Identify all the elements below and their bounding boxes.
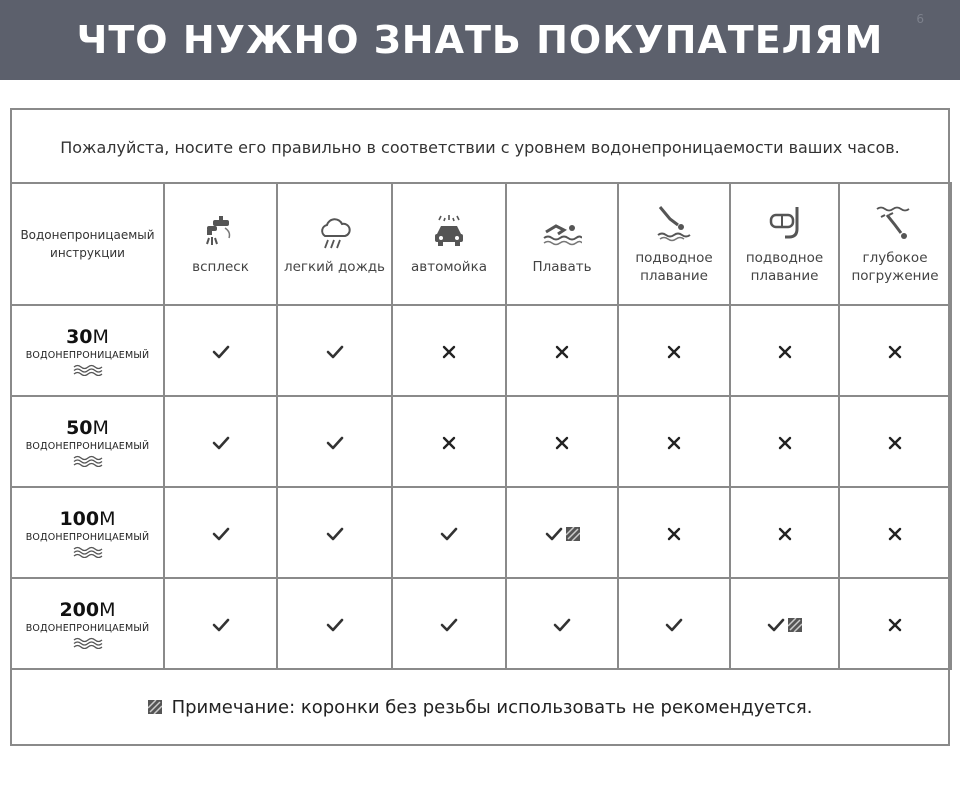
- allowed-mark: [212, 341, 230, 360]
- not-allowed-mark: [888, 523, 902, 542]
- header-label-line2: инструкции: [50, 246, 125, 260]
- cross-icon: [667, 436, 681, 450]
- check-icon: [553, 618, 571, 632]
- activity-label: подводное: [635, 250, 713, 266]
- depth-unit: M: [99, 598, 116, 621]
- check-icon: [545, 527, 563, 541]
- not-allowed-mark: [888, 432, 902, 451]
- mark-cell: [618, 578, 730, 669]
- cross-icon: [555, 345, 569, 359]
- mark-cell: [618, 396, 730, 487]
- not-allowed-mark: [778, 341, 792, 360]
- mark-cell: [618, 487, 730, 578]
- cross-icon: [555, 436, 569, 450]
- not-allowed-mark: [667, 523, 681, 542]
- mark-cell: [839, 578, 951, 669]
- check-icon: [212, 436, 230, 450]
- mark-cell: [392, 487, 506, 578]
- allowed-with-crown-mark: [767, 614, 802, 633]
- activity-cell: [164, 183, 277, 305]
- activity-label-line2: плавание: [750, 268, 819, 284]
- title-banner: [0, 0, 960, 80]
- depth-value: 50: [66, 416, 93, 439]
- car-wash-icon: [429, 212, 469, 252]
- mark-cell: [839, 305, 951, 396]
- not-allowed-mark: [555, 432, 569, 451]
- page-title: ЧТО НУЖНО ЗНАТЬ ПОКУПАТЕЛЯМ: [76, 18, 884, 62]
- not-allowed-mark: [667, 341, 681, 360]
- cross-icon: [667, 345, 681, 359]
- mark-cell: [839, 487, 951, 578]
- activity-label: автомойка: [411, 259, 487, 275]
- activity-cell: [730, 183, 839, 305]
- cross-icon: [442, 436, 456, 450]
- allowed-mark: [326, 523, 344, 542]
- waves-icon: [73, 455, 103, 467]
- not-allowed-mark: [778, 523, 792, 542]
- cross-icon: [888, 345, 902, 359]
- allowed-mark: [665, 614, 683, 633]
- allowed-with-crown-mark: [545, 523, 580, 542]
- not-allowed-mark: [555, 341, 569, 360]
- activity-label: Плавать: [532, 259, 592, 275]
- depth-unit: M: [92, 325, 109, 348]
- activity-label-line2: плавание: [640, 268, 708, 284]
- snorkel-mask-icon: [765, 203, 805, 243]
- activity-label: подводное: [745, 250, 824, 266]
- table-row: [11, 487, 951, 578]
- depth-value: 100: [59, 507, 100, 530]
- cross-icon: [442, 345, 456, 359]
- depth-unit: M: [92, 416, 109, 439]
- not-allowed-mark: [888, 614, 902, 633]
- table-row: [11, 578, 951, 669]
- depth-value: 200: [59, 598, 100, 621]
- check-icon: [440, 618, 458, 632]
- table-row: [11, 396, 951, 487]
- intro-text: Пожалуйста, носите его правильно в соответствии с уровнем водонепроницаемости ваших часов.: [60, 137, 900, 157]
- check-icon: [440, 527, 458, 541]
- depth-cell: [11, 396, 164, 487]
- not-allowed-mark: [442, 432, 456, 451]
- swimmer-icon: [542, 212, 582, 252]
- check-icon: [326, 436, 344, 450]
- mark-cell: [730, 578, 839, 669]
- not-allowed-mark: [778, 432, 792, 451]
- allowed-mark: [440, 523, 458, 542]
- mark-cell: [506, 578, 618, 669]
- screw-crown-icon: [566, 527, 580, 541]
- cross-icon: [888, 436, 902, 450]
- mark-cell: [164, 487, 277, 578]
- activity-cell: [392, 183, 506, 305]
- activity-label: легкий дождь: [283, 259, 386, 275]
- mark-cell: [277, 305, 392, 396]
- waterproof-table-frame: [10, 108, 950, 746]
- waterproof-label: ВОДОНЕПРОНИЦАЕМЫЙ: [25, 349, 150, 361]
- deep-diver-icon: [875, 203, 915, 243]
- activity-cell: [839, 183, 951, 305]
- mark-cell: [164, 578, 277, 669]
- check-icon: [212, 527, 230, 541]
- note-row: [12, 670, 948, 744]
- depth-cell: [11, 578, 164, 669]
- header-label-line1: Водонепроницаемый: [20, 228, 155, 242]
- check-icon: [326, 527, 344, 541]
- table-row: [11, 305, 951, 396]
- header-row: [11, 183, 951, 305]
- mark-cell: [392, 396, 506, 487]
- activity-label: всплеск: [192, 259, 249, 275]
- allowed-mark: [440, 614, 458, 633]
- mark-cell: [730, 487, 839, 578]
- note-text: Примечание: коронки без резьбы использовать не рекомендуется.: [171, 696, 813, 718]
- waterproof-label: ВОДОНЕПРОНИЦАЕМЫЙ: [25, 440, 150, 452]
- allowed-mark: [212, 523, 230, 542]
- cross-icon: [888, 618, 902, 632]
- cross-icon: [667, 527, 681, 541]
- mark-cell: [618, 305, 730, 396]
- mark-cell: [839, 396, 951, 487]
- check-icon: [212, 618, 230, 632]
- not-allowed-mark: [442, 341, 456, 360]
- allowed-mark: [326, 432, 344, 451]
- cross-icon: [778, 436, 792, 450]
- check-icon: [326, 345, 344, 359]
- corner-mark: 6: [916, 12, 924, 26]
- faucet-splash-icon: [201, 212, 241, 252]
- mark-cell: [392, 578, 506, 669]
- allowed-mark: [553, 614, 571, 633]
- not-allowed-mark: [667, 432, 681, 451]
- allowed-mark: [326, 614, 344, 633]
- depth-cell: [11, 487, 164, 578]
- cross-icon: [778, 527, 792, 541]
- cross-icon: [888, 527, 902, 541]
- mark-cell: [164, 305, 277, 396]
- waterproof-table: [10, 182, 952, 670]
- check-icon: [767, 618, 785, 632]
- mark-cell: [277, 578, 392, 669]
- check-icon: [212, 345, 230, 359]
- mark-cell: [506, 396, 618, 487]
- mark-cell: [164, 396, 277, 487]
- cross-icon: [778, 345, 792, 359]
- check-icon: [326, 618, 344, 632]
- waves-icon: [73, 546, 103, 558]
- activity-label-line2: погружение: [851, 268, 939, 284]
- waterproof-label: ВОДОНЕПРОНИЦАЕМЫЙ: [25, 622, 150, 634]
- waterproof-label: ВОДОНЕПРОНИЦАЕМЫЙ: [25, 531, 150, 543]
- allowed-mark: [326, 341, 344, 360]
- screw-crown-icon: [788, 618, 802, 632]
- check-icon: [665, 618, 683, 632]
- mark-cell: [506, 305, 618, 396]
- mark-cell: [277, 487, 392, 578]
- depth-unit: M: [99, 507, 116, 530]
- not-allowed-mark: [888, 341, 902, 360]
- mark-cell: [277, 396, 392, 487]
- depth-value: 30: [66, 325, 93, 348]
- mark-cell: [392, 305, 506, 396]
- waves-icon: [73, 364, 103, 376]
- waves-icon: [73, 637, 103, 649]
- allowed-mark: [212, 432, 230, 451]
- mark-cell: [506, 487, 618, 578]
- allowed-mark: [212, 614, 230, 633]
- activity-cell: [618, 183, 730, 305]
- screw-crown-icon: [148, 700, 162, 714]
- rain-cloud-icon: [315, 212, 355, 252]
- depth-cell: [11, 305, 164, 396]
- diver-icon: [654, 203, 694, 243]
- mark-cell: [730, 396, 839, 487]
- activity-cell: [277, 183, 392, 305]
- header-label-cell: [11, 183, 164, 305]
- mark-cell: [730, 305, 839, 396]
- activity-label: глубокое: [862, 250, 928, 266]
- activity-cell: [506, 183, 618, 305]
